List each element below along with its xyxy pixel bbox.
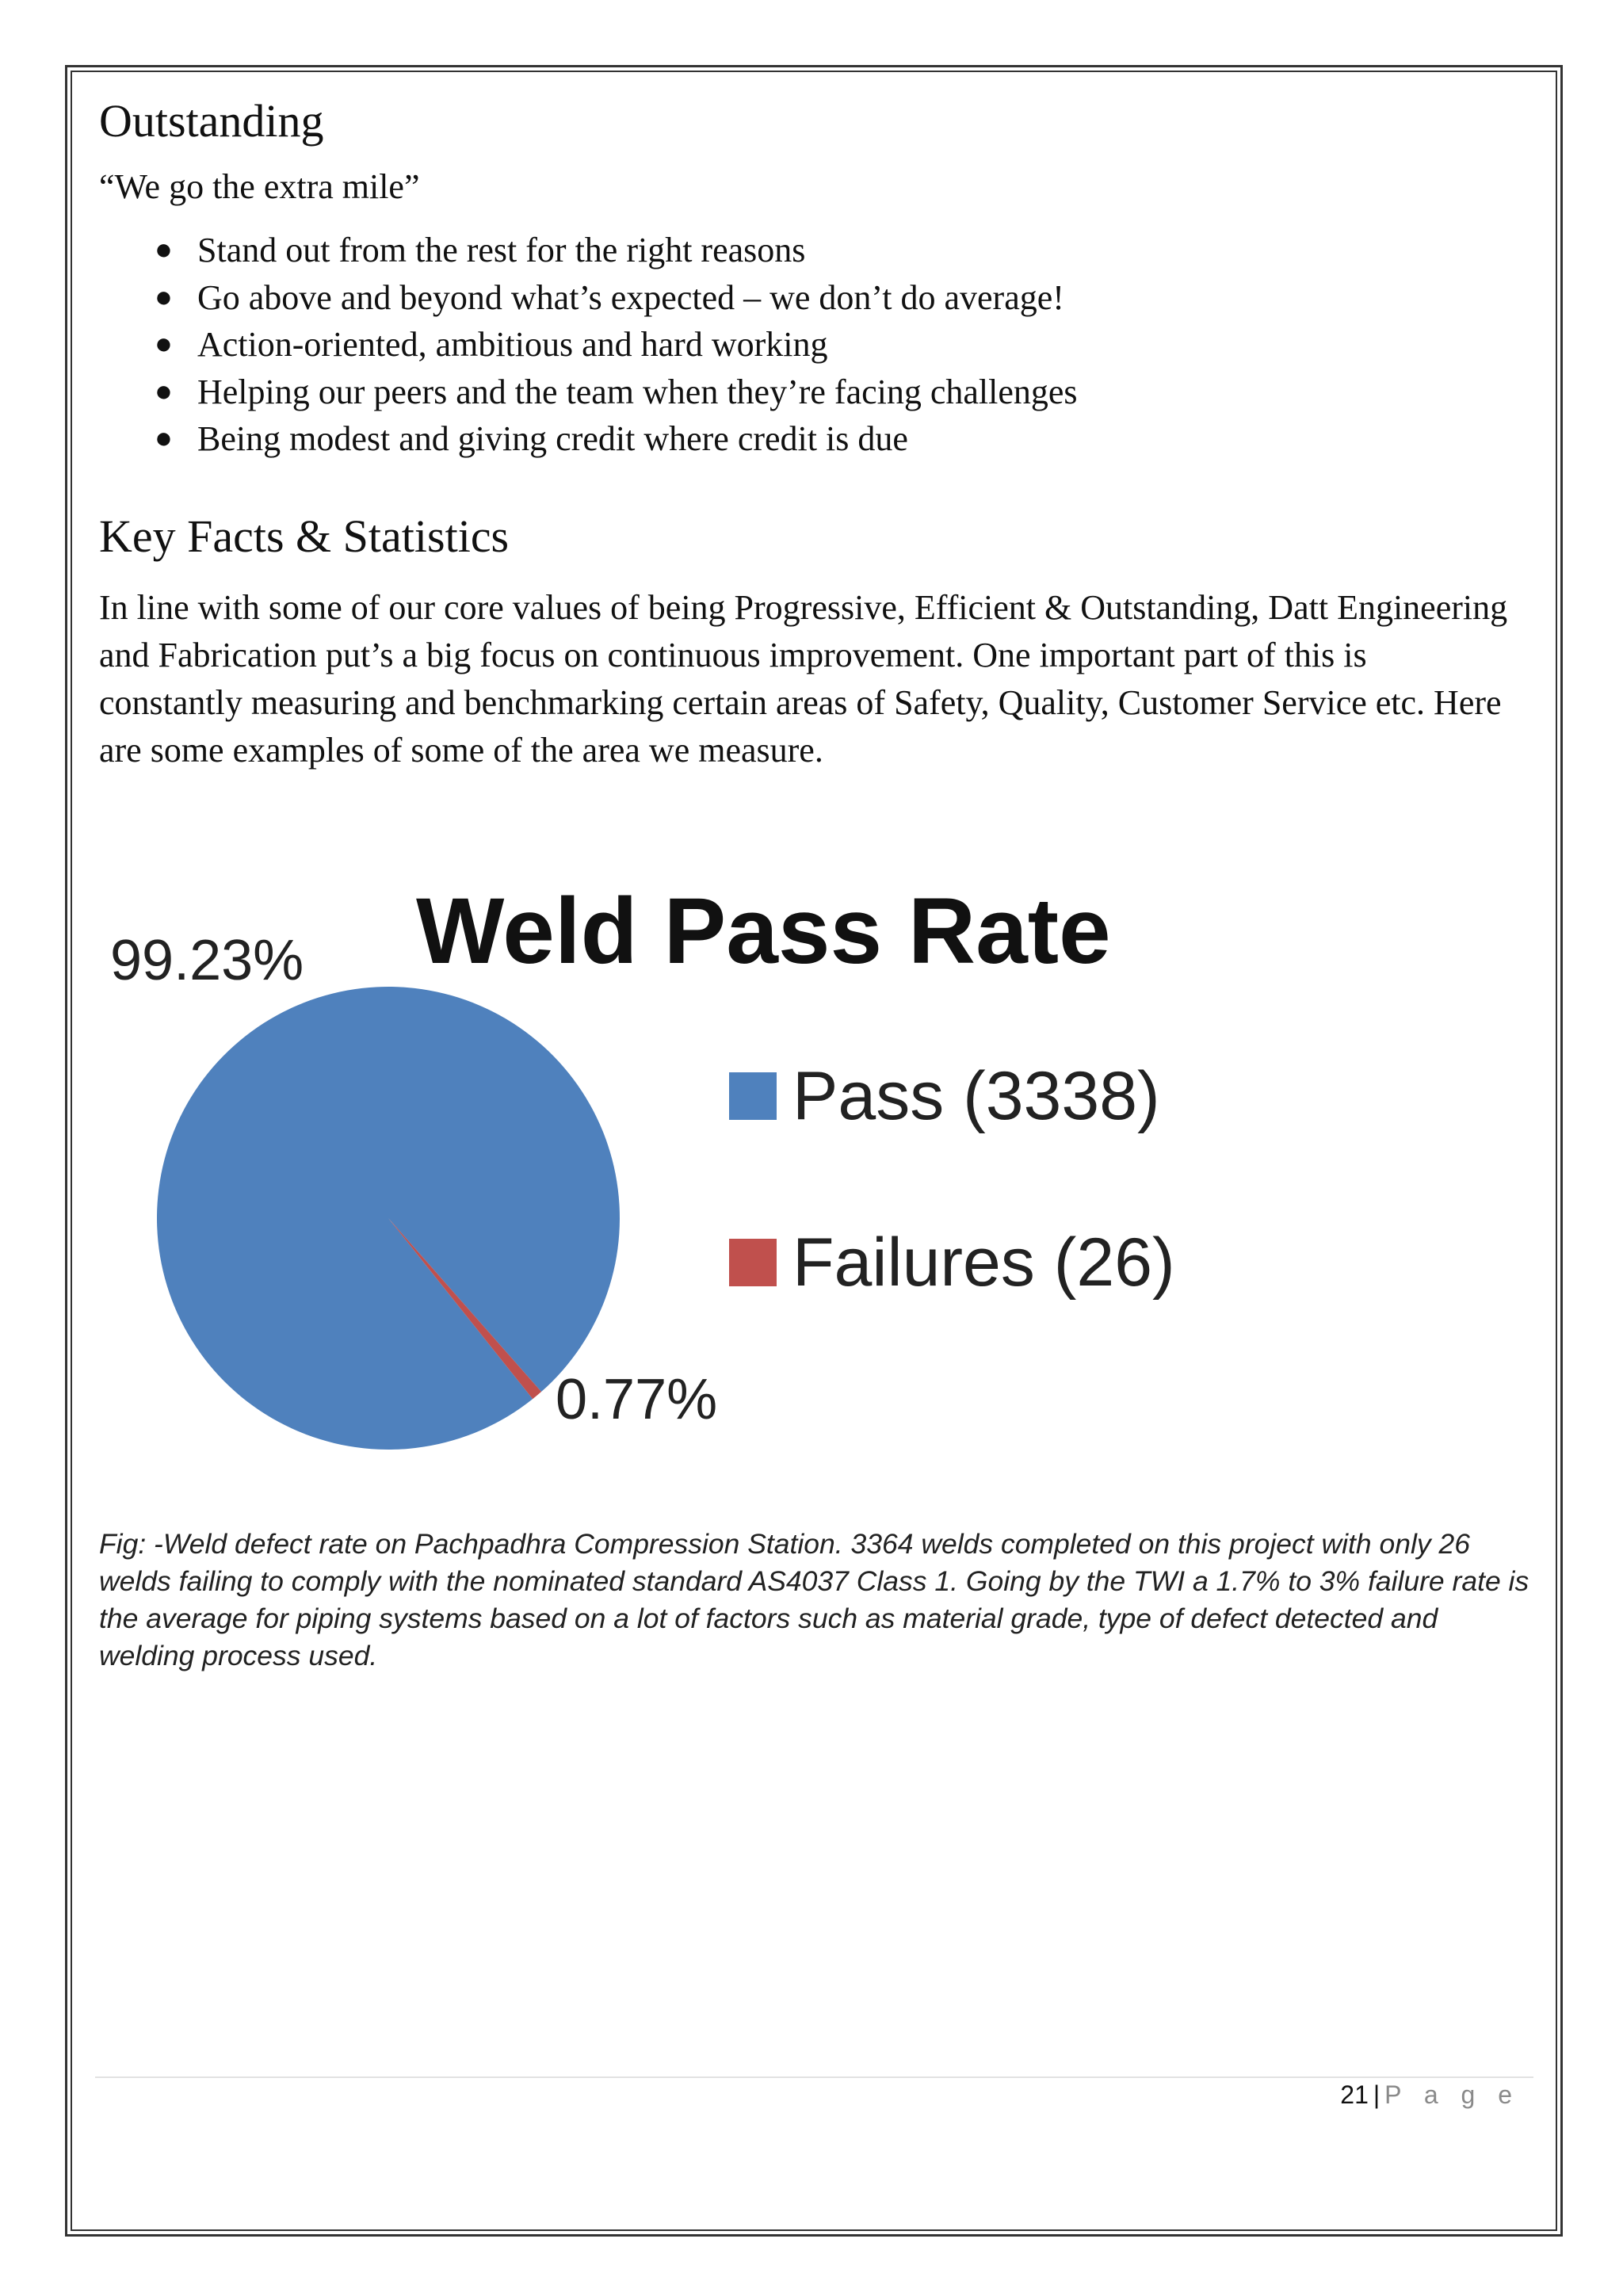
list-item (99, 415, 1541, 463)
legend-swatch-failures (729, 1239, 777, 1286)
list-item-text: Helping our peers and the team when they’re facing challenges (197, 372, 1078, 411)
figure-caption: Fig: -Weld defect rate on Pachpadhra Compression Station. 3364 welds completed on this project with only 26 welds failing to comply with the nominated standard AS4037 Class 1. Going by the TWI a 1.7% to 3% failure rate is the average for piping systems based on a lot of factors such as material grade, type of defect detected and welding process used. (99, 1528, 1529, 1671)
key-facts-paragraph: In line with some of our core values of being Progressive, Efficient & Outstanding, Datt Engineering and Fabrication put’s a big focus on continuous improvement. One important part of this is constantly measuring and benchmarking certain areas of Safety, Quality, Customer Service etc. Here are some examples of some of the area we measure. (99, 588, 1508, 770)
legend-swatch-pass (729, 1072, 777, 1120)
list-item (99, 369, 1541, 416)
page-number (1340, 2080, 1520, 2110)
bullet-icon: ● (155, 374, 173, 408)
legend-label-pass: Pass (3338) (792, 1058, 1160, 1134)
pie-label-failures: 0.77% (556, 1368, 718, 1431)
pie-slice-pass (157, 987, 620, 1450)
footer-divider (95, 2076, 1533, 2078)
bullet-icon: ● (155, 233, 173, 267)
motto-quote: “We go the extra mile” (99, 166, 420, 206)
values-bullet-list (99, 227, 1541, 463)
list-item (99, 321, 1541, 369)
chart-title: Weld Pass Rate (416, 880, 1111, 984)
section-heading-outstanding: Outstanding (99, 95, 324, 147)
pie-label-pass: 99.23% (110, 929, 304, 992)
page-content (99, 94, 1541, 774)
list-item (99, 227, 1541, 274)
list-item (99, 274, 1541, 322)
page-number-separator: | (1373, 2080, 1381, 2109)
list-item-text: Being modest and giving credit where credit is due (197, 419, 908, 459)
bullet-icon: ● (155, 280, 173, 314)
list-item-text: Action-oriented, ambitious and hard working (197, 325, 828, 365)
bullet-icon: ● (155, 422, 173, 456)
pie-chart-svg (99, 880, 1304, 1482)
pie-group (157, 987, 620, 1450)
page-number-value: 21 (1340, 2080, 1369, 2109)
bullet-icon: ● (155, 327, 173, 361)
list-item-text: Go above and beyond what’s expected – we don’t do average! (197, 277, 1064, 317)
page-word: P a g e (1384, 2080, 1520, 2109)
weld-pass-rate-chart (99, 880, 1304, 1482)
legend-label-failures: Failures (26) (792, 1224, 1175, 1301)
list-item-text: Stand out from the rest for the right reasons (197, 231, 806, 270)
section-heading-key-facts: Key Facts & Statistics (99, 510, 510, 562)
